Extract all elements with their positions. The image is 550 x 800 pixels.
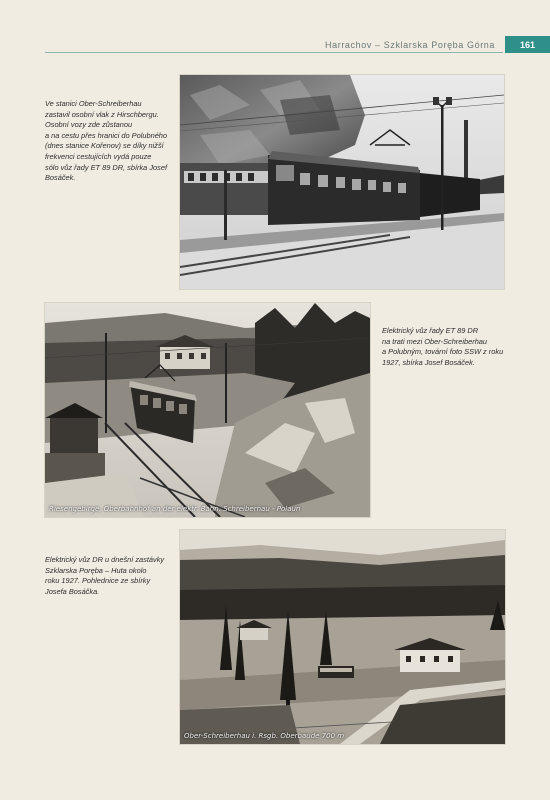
photo-3-caption: [45, 555, 175, 597]
page-number-badge: [505, 36, 550, 53]
photo-3-landscape-postcard: [180, 530, 505, 744]
caption-line: sólo vůz řady ET 89 DR, sbírka Josef: [45, 162, 167, 172]
caption-line: a na cestu přes hranici do Polubného: [45, 130, 168, 140]
caption-line: a Polubným, tovární foto SSW z roku: [382, 347, 504, 357]
caption-line: (dnes stanice Kořenov) se díky nižší: [45, 141, 164, 151]
photo-2-electric-car-line: [45, 303, 370, 517]
caption-line: na trati mezi Ober-Schreiberhau: [382, 336, 488, 346]
caption-line: roku 1927. Pohlednice ze sbírky: [45, 576, 151, 586]
caption-line: Elektrický vůz řady ET 89 DR: [382, 326, 479, 335]
running-head: Harrachov – Szklarska Poręba Górna: [325, 40, 495, 50]
caption-line: Elektrický vůz DR u dnešní zastávky: [45, 555, 165, 564]
photo-2-inscription: Riesengebirge, Oberbahnhof an der elektr. Bahn. Schreiberhau - Polaun: [49, 505, 301, 513]
caption-line: Bosáček.: [45, 173, 76, 183]
photo-2-caption: [382, 326, 532, 368]
caption-line: zastavil osobní vlak z Hirschbergu.: [45, 109, 159, 119]
photo-1-caption: [45, 99, 175, 184]
photo-3-inscription: Ober-Schreiberhau i. Rsgb. Oberbaude 700 m: [184, 732, 345, 740]
caption-line: Josefa Bosáčka.: [45, 586, 100, 596]
page-number: 161: [519, 39, 536, 50]
caption-line: Szklarska Poręba – Huta okolo: [45, 565, 147, 575]
caption-line: 1927, sbírka Josef Bosáček.: [382, 357, 475, 367]
photo-1-station-train: [180, 75, 504, 289]
header-rule: [45, 52, 503, 53]
caption-line: Osobní vozy zde zůstanou: [45, 120, 133, 130]
caption-line: Ve stanici Ober-Schreiberhau: [45, 99, 142, 108]
caption-line: frekvenci cestujících vydá pouze: [45, 151, 152, 161]
